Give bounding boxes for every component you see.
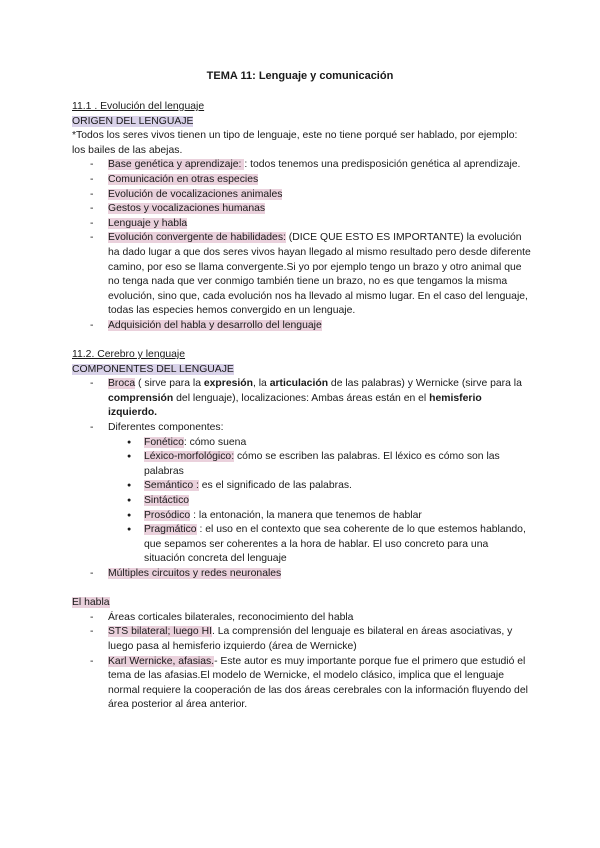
text-run: de las palabras) y Wernicke (sirve para la (328, 378, 522, 390)
bold-run: comprensión (108, 392, 174, 404)
component-text: : el uso en el contexto que sea coherente de lo que estemos hablando, que sepamos ser coherentes a la hora de hablar. El uso concreto para una situación concreta del lenguaje (144, 524, 526, 565)
components-intro: Diferentes componentes: (108, 422, 224, 434)
item-label: STS bilateral; luego HI (108, 626, 212, 638)
component-text: cómo se escriben las palabras. El léxico es cómo son las palabras (144, 451, 500, 477)
item-text: - Este autor es muy importante porque fue el primero que estudió el tema de las afasias.El modelo de Wernicke, el modelo clásico, implica que el lenguaje normal requiere la cooperación de las dos áreas cerebrales con la información fluyendo del área posterior al área anterior. (108, 655, 528, 711)
bold-run: expresión (203, 378, 253, 390)
components-list (108, 436, 532, 567)
evolucion-list (72, 158, 532, 333)
list-item-componentes (108, 421, 532, 567)
component-label: Sintáctico (144, 495, 190, 507)
component-text: es el significado de las palabras. (198, 480, 352, 492)
subheading-componentes: COMPONENTES DEL LENGUAJE (72, 363, 234, 375)
subheading-origen: ORIGEN DEL LENGUAJE (72, 115, 194, 127)
list-item (108, 319, 532, 334)
component-item (144, 479, 532, 494)
component-item (144, 494, 532, 509)
list-item (108, 173, 532, 188)
list-item (108, 231, 532, 319)
list-item-broca (108, 377, 532, 421)
list-item (108, 611, 532, 626)
bold-run: articulación (269, 378, 329, 390)
component-label: Prosódico (144, 509, 191, 521)
item-label: Gestos y vocalizaciones humanas (108, 203, 266, 215)
habla-list (72, 611, 532, 713)
item-label: Base genética y aprendizaje: (108, 159, 245, 171)
section-heading-habla: El habla (72, 597, 110, 609)
intro-paragraph: *Todos los seres vivos tienen un tipo de lenguaje, este no tiene porqué ser hablado, por ejemplo: los bailes de las abejas. (72, 130, 518, 156)
bold-run: hemisferio izquierdo. (108, 392, 482, 419)
component-item (144, 450, 532, 479)
item-label: Evolución de vocalizaciones animales (108, 188, 283, 200)
cerebro-list (72, 377, 532, 581)
item-text: : todos tenemos una predisposición genética al aprendizaje. (244, 159, 521, 171)
item-label: Comunicación en otras especies (108, 173, 259, 185)
text-run: ( sirve para la (135, 378, 204, 390)
list-item (108, 655, 532, 713)
item-label: Lenguaje y habla (108, 217, 188, 229)
item-text: . La comprensión del lenguaje es bilateral en áreas asociativas, y luego pasa al hemisferio izquierdo (área de Wernicke) (108, 626, 513, 652)
list-item (108, 188, 532, 203)
item-label: Adquisición del habla y desarrollo del lenguaje (108, 319, 322, 331)
list-item (108, 567, 532, 582)
component-item (144, 436, 532, 451)
section-heading-cerebro: 11.2. Cerebro y lenguaje (72, 349, 186, 361)
component-label: Semántico : (144, 480, 199, 492)
component-label: Pragmático (144, 524, 197, 536)
item-label: Evolución convergente de habilidades: (108, 232, 286, 244)
component-text: : la entonación, la manera que tenemos de hablar (190, 509, 422, 521)
item-text: (DICE QUE ESTO ES IMPORTANTE) la evolución ha dado lugar a que dos seres vivos hayan llegado al mismo resultado pero desde diferente camino, por eso se llama convergente.Si yo por ejemplo tengo un brazo y otro animal que no tenga nada que ver conmigo también tiene un brazo, no es que tengamos la misma evolución, sino que, cada evolución nos ha llevado al mismo lugar. En el caso del lenguaje, todas las especies hemos convergido en un lenguaje. (108, 232, 531, 317)
list-item (108, 158, 532, 173)
item-label: Múltiples circuitos y redes neuronales (108, 568, 282, 579)
text-run: , la (252, 378, 270, 390)
item-text: Áreas corticales bilaterales, reconocimiento del habla (108, 611, 354, 623)
broca-label: Broca (108, 378, 136, 390)
section-heading-evolucion: 11.1 . Evolución del lenguaje (72, 101, 205, 112)
component-item (144, 523, 532, 567)
document-body (72, 100, 532, 713)
item-label: Karl Wernicke, afasias. (108, 655, 215, 667)
list-item (108, 217, 532, 232)
text-run: del lenguaje), localizaciones: Ambas áreas están en el (173, 392, 430, 404)
component-item (144, 509, 532, 524)
list-item (108, 625, 532, 654)
list-item (108, 202, 532, 217)
component-label: Léxico-morfológico: (144, 451, 235, 463)
component-text: : cómo suena (183, 436, 247, 448)
component-label: Fonético (144, 436, 184, 448)
page-title: TEMA 11: Lenguaje y comunicación (206, 70, 394, 82)
